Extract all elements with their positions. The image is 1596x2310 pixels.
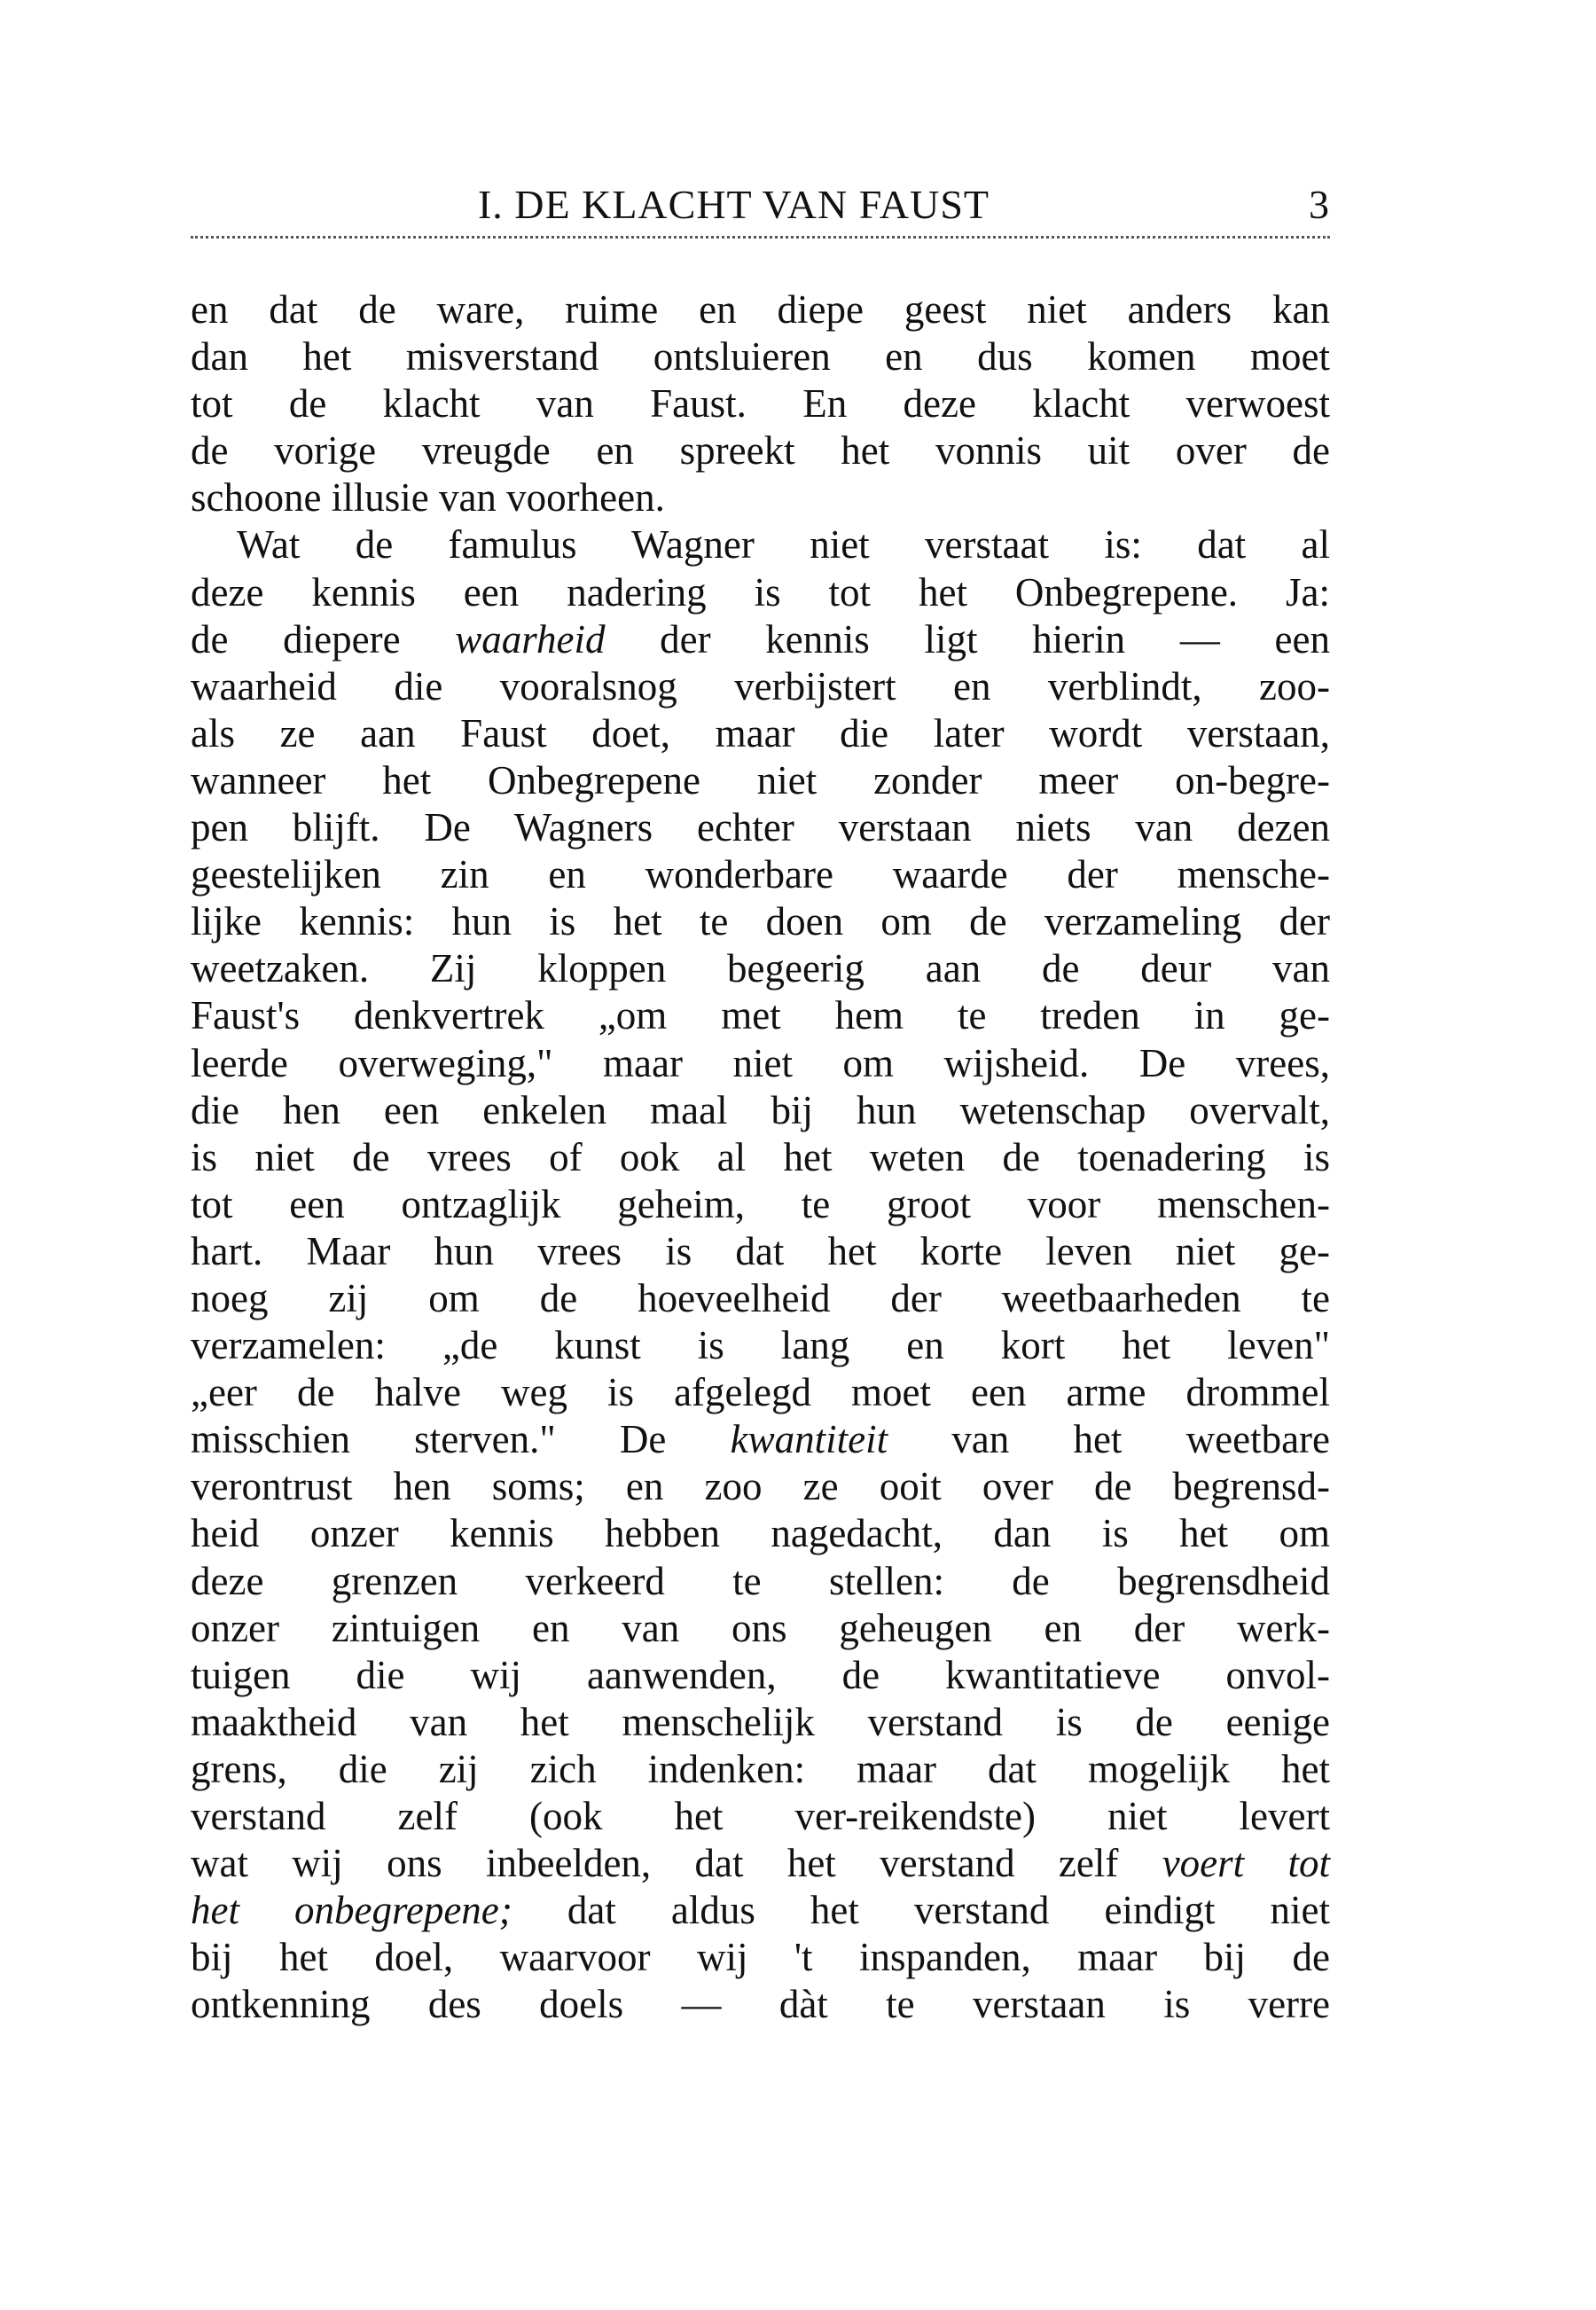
text-line: geestelijken zin en wonderbare waarde der mensche- xyxy=(191,852,1330,897)
text-line xyxy=(191,1887,1330,1934)
text-line: als ze aan Faust doet, maar die later wordt verstaan, xyxy=(191,710,1330,756)
text-line: ontkenning des doels — dàt te verstaan is verre xyxy=(191,1982,1330,2027)
text-segment: misschien sterven." De xyxy=(191,1417,731,1462)
text-line: noeg zij om de hoeveelheid der weetbaarheden te xyxy=(191,1275,1330,1320)
text-line: verstand zelf (ook het ver-reikendste) niet levert xyxy=(191,1794,1330,1838)
header-rule xyxy=(191,236,1330,239)
text-line: bij het doel, waarvoor wij 't inspanden, maar bij de xyxy=(191,1935,1330,1980)
text-line: lijke kennis: hun is het te doen om de verzameling der xyxy=(191,899,1330,944)
running-head xyxy=(191,168,1330,231)
text-line: die hen een enkelen maal bij hun wetenschap overvalt, xyxy=(191,1087,1330,1132)
text-line: heid onzer kennis hebben nagedacht, dan is het om xyxy=(191,1511,1330,1556)
text-line: leerde overweging," maar niet om wijsheid. De vrees, xyxy=(191,1040,1330,1085)
text-line: en dat de ware, ruime en diepe geest niet anders kan xyxy=(191,287,1330,332)
text-line: deze kennis een nadering is tot het Onbegrepene. Ja: xyxy=(191,569,1330,615)
text-line: deze grenzen verkeerd te stellen: de begrensdheid xyxy=(191,1558,1330,1603)
emphasis-text: voert tot xyxy=(1162,1841,1331,1886)
body-text xyxy=(191,286,1330,2028)
text-segment: de diepere xyxy=(191,616,456,662)
text-line: Wat de famulus Wagner niet verstaat is: dat al xyxy=(237,522,1330,568)
text-line: grens, die zij zich indenken: maar dat mogelijk het xyxy=(191,1746,1330,1791)
emphasis-text: waarheid xyxy=(455,616,606,662)
text-line: „eer de halve weg is afgelegd moet een arme drommel xyxy=(191,1370,1330,1415)
text-line: pen blijft. De Wagners echter verstaan niets van dezen xyxy=(191,805,1330,850)
text-line: hart. Maar hun vrees is dat het korte leven niet ge- xyxy=(191,1228,1330,1273)
text-line: verontrust hen soms; en zoo ze ooit over de begrensd- xyxy=(191,1464,1330,1509)
text-line: tot de klacht van Faust. En deze klacht verwoest xyxy=(191,381,1330,427)
text-line: onzer zintuigen en van ons geheugen en der werk- xyxy=(191,1605,1330,1650)
text-line: wanneer het Onbegrepene niet zonder meer on-begre- xyxy=(191,757,1330,803)
text-line: de vorige vreugde en spreekt het vonnis uit over de xyxy=(191,428,1330,474)
text-line: tuigen die wij aanwenden, de kwantitatieve onvol- xyxy=(191,1652,1330,1697)
text-segment: dat aldus het verstand eindigt niet xyxy=(512,1888,1330,1933)
text-segment: wat wij ons inbeelden, dat het verstand zelf xyxy=(191,1841,1162,1886)
text-line: maaktheid van het menschelijk verstand is de eenige xyxy=(191,1699,1330,1744)
text-line xyxy=(191,616,1330,663)
text-line: is niet de vrees of ook al het weten de toenadering is xyxy=(191,1134,1330,1179)
text-segment: van het weetbare xyxy=(888,1417,1331,1462)
text-segment: der kennis ligt hierin — een xyxy=(605,616,1330,662)
emphasis-text: kwantiteit xyxy=(730,1417,888,1462)
text-line: waarheid die vooralsnog verbijstert en verblindt, zoo- xyxy=(191,663,1330,709)
emphasis-text: het onbegrepene; xyxy=(191,1888,512,1933)
running-title: I. DE KLACHT VAN FAUST xyxy=(477,182,990,227)
text-line: weetzaken. Zij kloppen begeerig aan de deur van xyxy=(191,946,1330,991)
text-line: Faust's denkvertrek „om met hem te treden in ge- xyxy=(191,993,1330,1038)
book-page xyxy=(191,168,1330,2028)
text-line: dan het misverstand ontsluieren en dus komen moet xyxy=(191,334,1330,380)
text-line xyxy=(191,1416,1330,1463)
text-line: tot een ontzaglijk geheim, te groot voor menschen- xyxy=(191,1181,1330,1226)
text-line xyxy=(191,1840,1330,1887)
text-line: verzamelen: „de kunst is lang en kort het leven" xyxy=(191,1323,1330,1368)
text-line: schoone illusie van voorheen. xyxy=(191,475,665,521)
page-number: 3 xyxy=(1309,182,1330,227)
